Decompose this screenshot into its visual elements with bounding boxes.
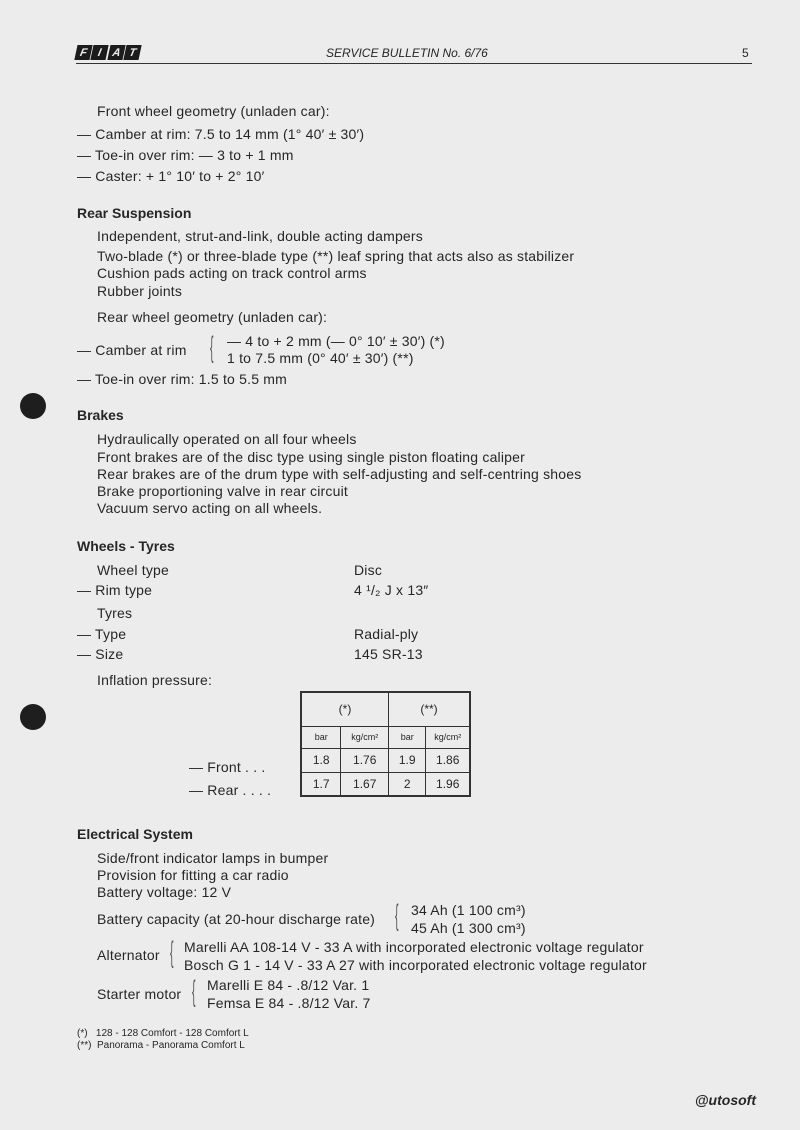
inflation-row-label: — Rear . . . .: [189, 782, 272, 798]
rear-suspension-line: Rubber joints: [97, 283, 183, 299]
camber-value: 1 to 7.5 mm (0° 40′ ± 30′) (**): [227, 350, 414, 366]
wheels-row-value: 4 ¹/₂ J x 13″: [354, 582, 429, 598]
battery-label: Battery capacity (at 20-hour discharge rate): [97, 911, 376, 927]
electrical-heading: Electrical System: [77, 826, 193, 842]
wheels-row-value: Disc: [354, 562, 383, 578]
inflation-title: Inflation pressure:: [97, 672, 213, 688]
logo-letter: F: [74, 45, 92, 60]
table-cell: 1.76: [341, 748, 389, 772]
table-cell: 2: [389, 772, 426, 796]
starter-value: Marelli E 84 - .8/12 Var. 1: [207, 977, 370, 993]
group-header: (**): [389, 692, 471, 726]
rear-suspension-line: Two-blade (*) or three-blade type (**) leaf spring that acts also as stabilizer: [97, 248, 575, 264]
table-cell: 1.86: [426, 748, 470, 772]
wheels-row-label: — Type: [77, 626, 127, 642]
battery-value: 45 Ah (1 300 cm³): [411, 920, 526, 936]
table-cell: 1.67: [341, 772, 389, 796]
sub-header: kg/cm²: [426, 726, 470, 748]
sub-header: bar: [389, 726, 426, 748]
alternator-label: Alternator: [97, 947, 160, 963]
logo-letter: T: [123, 45, 141, 60]
brakes-line: Brake proportioning valve in rear circuit: [97, 483, 348, 499]
brace: {: [395, 899, 399, 932]
brace: {: [192, 975, 196, 1008]
rear-suspension-line: Cushion pads acting on track control arms: [97, 265, 367, 281]
front-geometry-title: Front wheel geometry (unladen car):: [97, 103, 330, 119]
table-cell: 1.8: [301, 748, 341, 772]
table-cell: 1.96: [426, 772, 470, 796]
rear-suspension-line: Independent, strut-and-link, double acting dampers: [97, 228, 423, 244]
page-number: 5: [742, 46, 749, 60]
wheels-row-label: — Size: [77, 646, 124, 662]
footnote: (*) 128 - 128 Comfort - 128 Comfort L: [77, 1028, 249, 1039]
rear-toe-in: — Toe-in over rim: 1.5 to 5.5 mm: [77, 371, 287, 387]
inflation-table: [300, 691, 471, 797]
table-cell: 1.9: [389, 748, 426, 772]
camber-value: — 4 to + 2 mm (— 0° 10′ ± 30′) (*): [227, 333, 445, 349]
brace: {: [210, 331, 214, 364]
wheels-row-label: Wheel type: [97, 562, 170, 578]
brakes-line: Hydraulically operated on all four wheels: [97, 431, 357, 447]
rear-suspension-heading: Rear Suspension: [77, 205, 192, 221]
logo-letter: I: [91, 45, 109, 60]
alternator-value: Bosch G 1 - 14 V - 33 A 27 with incorporated electronic voltage regulator: [184, 957, 647, 973]
logo-letter: A: [107, 45, 125, 60]
group-header: (*): [301, 692, 389, 726]
brakes-line: Rear brakes are of the drum type with self-adjusting and self-centring shoes: [97, 466, 582, 482]
bulletin-title: SERVICE BULLETIN No. 6/76: [326, 46, 488, 60]
alternator-value: Marelli AA 108-14 V - 33 A with incorporated electronic voltage regulator: [184, 939, 644, 955]
autosoft-watermark: @utosoft: [694, 1092, 756, 1108]
electrical-line: Side/front indicator lamps in bumper: [97, 850, 329, 866]
wheels-row-value: 145 SR-13: [354, 646, 423, 662]
electrical-line: Provision for fitting a car radio: [97, 867, 289, 883]
wheels-heading: Wheels - Tyres: [77, 538, 175, 554]
wheels-row-value: Radial-ply: [354, 626, 419, 642]
starter-label: Starter motor: [97, 986, 182, 1002]
footnote: (**) Panorama - Panorama Comfort L: [77, 1040, 245, 1051]
brakes-line: Vacuum servo acting on all wheels.: [97, 500, 323, 516]
header-rule: [76, 63, 752, 64]
front-geometry-item: — Toe-in over rim: — 3 to + 1 mm: [77, 147, 294, 163]
binder-hole: [20, 704, 46, 730]
table-row: [301, 772, 470, 796]
sub-header: bar: [301, 726, 341, 748]
rear-geometry-title: Rear wheel geometry (unladen car):: [97, 309, 328, 325]
front-geometry-item: — Caster: + 1° 10′ to + 2° 10′: [77, 168, 265, 184]
wheels-row-label: Tyres: [97, 605, 133, 621]
brakes-heading: Brakes: [77, 407, 124, 423]
front-geometry-item: — Camber at rim: 7.5 to 14 mm (1° 40′ ± 30′): [77, 126, 365, 142]
battery-value: 34 Ah (1 100 cm³): [411, 902, 526, 918]
starter-value: Femsa E 84 - .8/12 Var. 7: [207, 995, 371, 1011]
inflation-row-label: — Front . . .: [189, 759, 266, 775]
table-cell: 1.7: [301, 772, 341, 796]
table-row: [301, 748, 470, 772]
binder-hole: [20, 393, 46, 419]
wheels-row-label: — Rim type: [77, 582, 153, 598]
sub-header: kg/cm²: [341, 726, 389, 748]
fiat-logo: [76, 45, 140, 60]
brace: {: [170, 936, 174, 969]
electrical-line: Battery voltage: 12 V: [97, 884, 232, 900]
camber-label: — Camber at rim: [77, 342, 187, 358]
brakes-line: Front brakes are of the disc type using single piston floating caliper: [97, 449, 526, 465]
